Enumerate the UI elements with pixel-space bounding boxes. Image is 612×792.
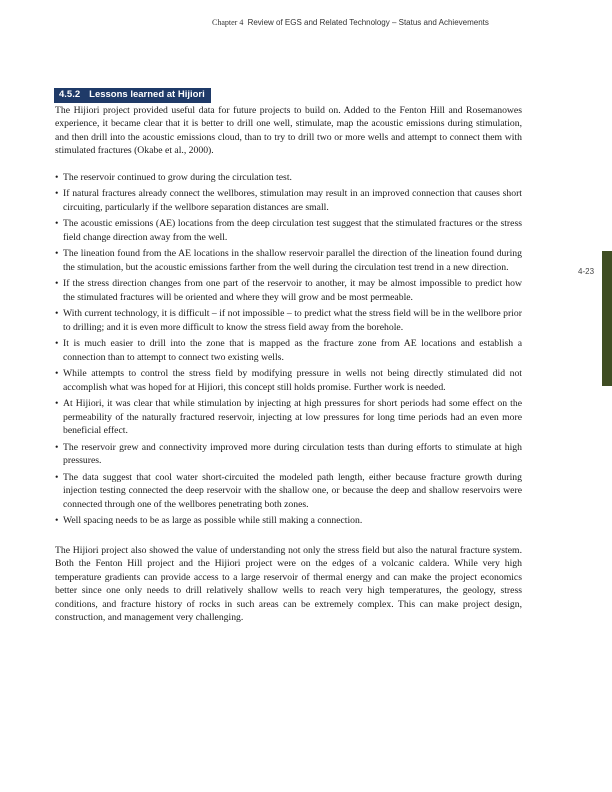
lessons-list bbox=[55, 171, 522, 528]
list-item: • If natural fractures already connect the wellbores, stimulation may result in an improved connection that causes short circuiting, particularly if the wellbore separation distances are small. bbox=[55, 187, 522, 214]
section-title: Lessons learned at Hijiori bbox=[89, 89, 205, 100]
section-heading bbox=[54, 88, 211, 103]
list-item: • At Hijiori, it was clear that while stimulation by injecting at high pressures for short periods had some effect on the permeability of the naturally fractured reservoir, injecting at low pressures for long time periods had an even more beneficial effect. bbox=[55, 397, 522, 437]
list-item: • With current technology, it is difficult – if not impossible – to predict what the stress field will be in the wellbore prior to drilling; and it is even more difficult to know the stress field away from the borehole. bbox=[55, 307, 522, 334]
intro-paragraph: The Hijiori project provided useful data for future projects to build on. Added to the Fenton Hill and Rosemanowes experience, it became clear that it is better to drill one well, stimulate, map the acoustic emissions during stimulation, and then drill into the acoustic emissions cloud, than to try to drill two or more wells and attempt to connect them with stimulated fractures (Okabe et al., 2000). bbox=[55, 105, 522, 157]
chapter-title: Review of EGS and Related Technology – Status and Achievements bbox=[247, 18, 489, 27]
chapter-edge-tab bbox=[602, 251, 612, 386]
section-number: 4.5.2 bbox=[59, 89, 81, 100]
closing-paragraph: The Hijiori project also showed the value of understanding not only the stress field but also the natural fracture system. Both the Fenton Hill project and the Hijiori project were on the edges of a volcanic caldera. While very high temperature gradients can provide access to a large reservoir of thermal energy and can make the project economics better since one only needs to drill relatively shallow wells to reach very high temperatures, the geology, stress conditions, and fracture history of rocks in such areas can be extremely complex. This can make project design, construction, and management very challenging. bbox=[55, 544, 522, 623]
list-item: • The reservoir continued to grow during the circulation test. bbox=[55, 171, 522, 184]
list-item: • The acoustic emissions (AE) locations from the deep circulation test suggest that the stimulated fractures or the stress field change direction away from the well. bbox=[55, 217, 522, 244]
list-item: • If the stress direction changes from one part of the reservoir to another, it may be almost impossible to predict how the stimulated fractures will be oriented and where they will grow and be most permeable. bbox=[55, 277, 522, 304]
running-head bbox=[212, 18, 489, 27]
list-item: • The lineation found from the AE locations in the shallow reservoir parallel the direction of the lineation found during the stimulation, but the acoustic emissions farther from the well during the circulation test trend in a new direction. bbox=[55, 247, 522, 274]
list-item: • The data suggest that cool water short-circuited the modeled path length, either because fracture growth during injection testing connected the deep reservoir with the shallow one, or because the deep and shallow reservoirs were connected through one of the wellbores penetrating both zones. bbox=[55, 471, 522, 511]
chapter-label: Chapter 4 bbox=[212, 18, 244, 27]
list-item: • While attempts to control the stress field by modifying pressure in wells not being directly stimulated did not accomplish what was hoped for at Hijiori, this concept still holds promise. Further work is needed. bbox=[55, 367, 522, 394]
list-item: • The reservoir grew and connectivity improved more during circulation tests than during efforts to stimulate at high pressures. bbox=[55, 441, 522, 468]
page-number: 4-23 bbox=[578, 267, 595, 276]
page-body bbox=[55, 104, 522, 624]
list-item: • Well spacing needs to be as large as possible while still making a connection. bbox=[55, 514, 522, 527]
list-item: • It is much easier to drill into the zone that is mapped as the fracture zone from AE locations and establish a connection than to attempt to connect two existing wells. bbox=[55, 337, 522, 364]
